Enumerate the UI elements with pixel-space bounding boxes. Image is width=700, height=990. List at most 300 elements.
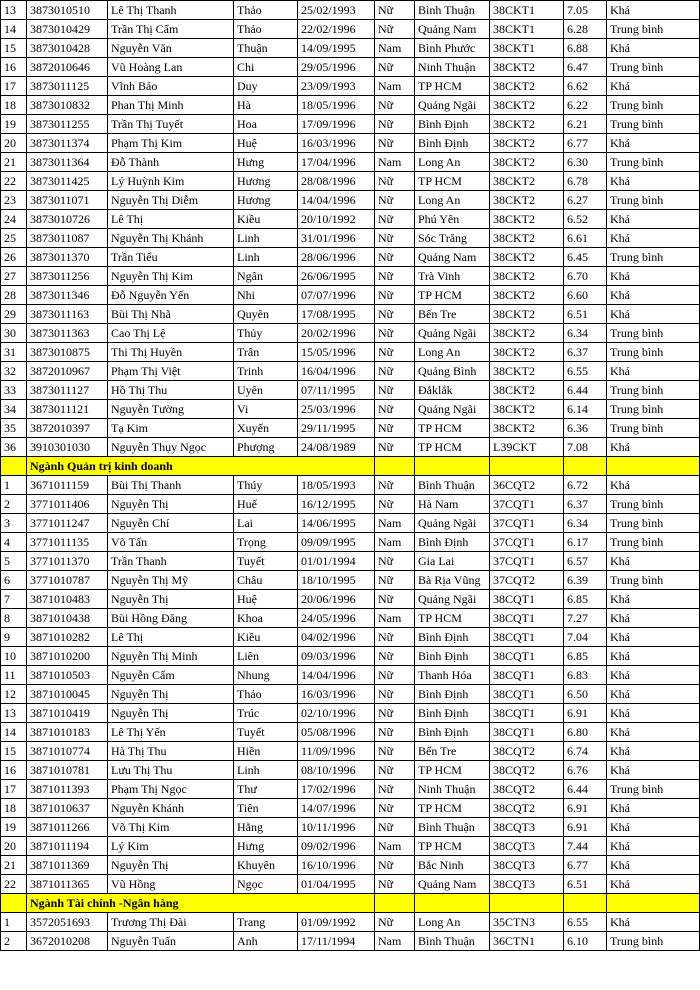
first-name-cell: Trinh (234, 362, 298, 381)
table-row (1, 381, 700, 400)
first-name-cell: Ngọc (234, 875, 298, 894)
table-row (1, 153, 700, 172)
row-number-cell: 33 (1, 381, 27, 400)
row-number-cell: 18 (1, 96, 27, 115)
gpa-cell: 6.44 (564, 381, 607, 400)
row-number-cell: 34 (1, 400, 27, 419)
row-number-cell: 22 (1, 172, 27, 191)
table-row (1, 20, 700, 39)
first-name-cell: Liên (234, 647, 298, 666)
student-id-cell: 3771011370 (27, 552, 108, 571)
table-row (1, 96, 700, 115)
table-row (1, 799, 700, 818)
first-name-cell: Trân (234, 343, 298, 362)
student-id-cell: 3873011255 (27, 115, 108, 134)
section-blank-cell (1, 894, 27, 913)
classification-cell: Khá (607, 210, 700, 229)
table-row (1, 780, 700, 799)
student-id-cell: 3873010428 (27, 39, 108, 58)
student-id-cell: 3873010510 (27, 1, 108, 20)
student-id-cell: 3873011163 (27, 305, 108, 324)
birthplace-cell: Bình Định (415, 723, 490, 742)
birth-date-cell: 16/03/1996 (298, 134, 375, 153)
birthplace-cell: TP HCM (415, 761, 490, 780)
class-code-cell: 38CQT1 (490, 704, 564, 723)
birth-date-cell: 16/04/1996 (298, 362, 375, 381)
birthplace-cell: Quảng Ngãi (415, 324, 490, 343)
birth-date-cell: 20/06/1996 (298, 590, 375, 609)
first-name-cell: Ngân (234, 267, 298, 286)
birth-date-cell: 01/09/1992 (298, 913, 375, 932)
student-id-cell: 3771011406 (27, 495, 108, 514)
table-row (1, 837, 700, 856)
table-row (1, 172, 700, 191)
birthplace-cell: Hà Nam (415, 495, 490, 514)
row-number-cell: 36 (1, 438, 27, 457)
section-blank-cell (607, 894, 700, 913)
classification-cell: Khá (607, 628, 700, 647)
classification-cell: Trung bình (607, 571, 700, 590)
birth-date-cell: 09/02/1996 (298, 837, 375, 856)
row-number-cell: 18 (1, 799, 27, 818)
class-code-cell: 38CQT3 (490, 856, 564, 875)
classification-cell: Khá (607, 609, 700, 628)
class-code-cell: 36CQT2 (490, 476, 564, 495)
class-code-cell: 38CQT1 (490, 723, 564, 742)
class-code-cell: 38CKT2 (490, 172, 564, 191)
last-middle-name-cell: Nguyễn Thị (108, 685, 234, 704)
table-row (1, 324, 700, 343)
last-middle-name-cell: Lê Thị Yến (108, 723, 234, 742)
first-name-cell: Duy (234, 77, 298, 96)
birth-date-cell: 09/09/1995 (298, 533, 375, 552)
row-number-cell: 9 (1, 628, 27, 647)
row-number-cell: 15 (1, 742, 27, 761)
gpa-cell: 6.34 (564, 514, 607, 533)
table-row (1, 552, 700, 571)
gender-cell: Nam (375, 514, 415, 533)
classification-cell: Khá (607, 837, 700, 856)
first-name-cell: Nhung (234, 666, 298, 685)
gpa-cell: 6.85 (564, 590, 607, 609)
class-code-cell: L39CKT (490, 438, 564, 457)
student-id-cell: 3873011363 (27, 324, 108, 343)
class-code-cell: 38CKT2 (490, 96, 564, 115)
last-middle-name-cell: Nguyễn Thụy Ngọc (108, 438, 234, 457)
first-name-cell: Phượng (234, 438, 298, 457)
birth-date-cell: 22/02/1996 (298, 20, 375, 39)
classification-cell: Khá (607, 476, 700, 495)
class-code-cell: 38CQT2 (490, 780, 564, 799)
last-middle-name-cell: Hồ Thị Thu (108, 381, 234, 400)
birthplace-cell: Long An (415, 191, 490, 210)
birth-date-cell: 24/05/1996 (298, 609, 375, 628)
birthplace-cell: Quảng Nam (415, 875, 490, 894)
row-number-cell: 1 (1, 913, 27, 932)
section-blank-cell (490, 457, 564, 476)
classification-cell: Trung bình (607, 324, 700, 343)
last-middle-name-cell: Hà Thị Thu (108, 742, 234, 761)
gpa-cell: 6.70 (564, 267, 607, 286)
first-name-cell: Châu (234, 571, 298, 590)
classification-cell: Khá (607, 723, 700, 742)
row-number-cell: 28 (1, 286, 27, 305)
class-code-cell: 38CKT2 (490, 381, 564, 400)
birth-date-cell: 29/05/1996 (298, 58, 375, 77)
birthplace-cell: Bình Thuận (415, 818, 490, 837)
row-number-cell: 30 (1, 324, 27, 343)
section-blank-cell (375, 457, 415, 476)
row-number-cell: 11 (1, 666, 27, 685)
row-number-cell: 15 (1, 39, 27, 58)
last-middle-name-cell: Bùi Thị Nhã (108, 305, 234, 324)
row-number-cell: 29 (1, 305, 27, 324)
gpa-cell: 6.37 (564, 343, 607, 362)
gender-cell: Nữ (375, 571, 415, 590)
section-blank-cell (375, 894, 415, 913)
gender-cell: Nữ (375, 191, 415, 210)
gender-cell: Nữ (375, 210, 415, 229)
class-code-cell: 38CKT2 (490, 229, 564, 248)
table-row (1, 267, 700, 286)
gender-cell: Nữ (375, 476, 415, 495)
first-name-cell: Chi (234, 58, 298, 77)
gender-cell: Nữ (375, 286, 415, 305)
row-number-cell: 17 (1, 77, 27, 96)
table-row (1, 191, 700, 210)
first-name-cell: Thư (234, 780, 298, 799)
birth-date-cell: 31/01/1996 (298, 229, 375, 248)
class-code-cell: 37CQT1 (490, 552, 564, 571)
table-row (1, 438, 700, 457)
first-name-cell: Huế (234, 495, 298, 514)
first-name-cell: Linh (234, 229, 298, 248)
row-number-cell: 31 (1, 343, 27, 362)
last-middle-name-cell: Nguyễn Thị Khánh (108, 229, 234, 248)
first-name-cell: Nhi (234, 286, 298, 305)
last-middle-name-cell: Nguyễn Thị Mỹ (108, 571, 234, 590)
birthplace-cell: Bến Tre (415, 742, 490, 761)
last-middle-name-cell: Vũ Hồng (108, 875, 234, 894)
last-middle-name-cell: Nguyễn Thị (108, 704, 234, 723)
last-middle-name-cell: Phạm Thị Ngọc (108, 780, 234, 799)
gender-cell: Nam (375, 77, 415, 96)
last-middle-name-cell: Trần Thị Tuyết (108, 115, 234, 134)
first-name-cell: Lai (234, 514, 298, 533)
table-row (1, 818, 700, 837)
table-row (1, 210, 700, 229)
gpa-cell: 6.28 (564, 20, 607, 39)
birth-date-cell: 26/06/1995 (298, 267, 375, 286)
classification-cell: Trung bình (607, 514, 700, 533)
class-code-cell: 38CQT1 (490, 628, 564, 647)
first-name-cell: Quyên (234, 305, 298, 324)
birthplace-cell: TP HCM (415, 609, 490, 628)
birthplace-cell: Ninh Thuận (415, 58, 490, 77)
birth-date-cell: 09/03/1996 (298, 647, 375, 666)
classification-cell: Trung bình (607, 533, 700, 552)
birth-date-cell: 18/05/1996 (298, 96, 375, 115)
class-code-cell: 38CQT1 (490, 590, 564, 609)
birthplace-cell: TP HCM (415, 77, 490, 96)
section-title: Ngành Tài chính -Ngân hàng (27, 894, 375, 913)
birth-date-cell: 23/09/1993 (298, 77, 375, 96)
birthplace-cell: Trà Vinh (415, 267, 490, 286)
birth-date-cell: 29/11/1995 (298, 419, 375, 438)
class-code-cell: 38CKT2 (490, 343, 564, 362)
gender-cell: Nữ (375, 229, 415, 248)
row-number-cell: 5 (1, 552, 27, 571)
gender-cell: Nữ (375, 685, 415, 704)
birthplace-cell: Đắklắk (415, 381, 490, 400)
section-blank-cell (415, 457, 490, 476)
student-id-cell: 3672010208 (27, 932, 108, 951)
first-name-cell: Hà (234, 96, 298, 115)
gender-cell: Nữ (375, 742, 415, 761)
row-number-cell: 1 (1, 476, 27, 495)
last-middle-name-cell: Bùi Thị Thanh (108, 476, 234, 495)
student-id-cell: 3871010774 (27, 742, 108, 761)
first-name-cell: Anh (234, 932, 298, 951)
classification-cell: Trung bình (607, 20, 700, 39)
gpa-cell: 6.80 (564, 723, 607, 742)
last-middle-name-cell: Nguyễn Thị Kim (108, 267, 234, 286)
table-row (1, 286, 700, 305)
row-number-cell: 17 (1, 780, 27, 799)
class-code-cell: 38CKT1 (490, 20, 564, 39)
gpa-cell: 6.22 (564, 96, 607, 115)
row-number-cell: 8 (1, 609, 27, 628)
row-number-cell: 2 (1, 495, 27, 514)
table-row (1, 134, 700, 153)
class-code-cell: 38CKT2 (490, 58, 564, 77)
section-blank-cell (607, 457, 700, 476)
row-number-cell: 16 (1, 58, 27, 77)
last-middle-name-cell: Phan Thị Minh (108, 96, 234, 115)
gpa-cell: 6.60 (564, 286, 607, 305)
gpa-cell: 6.50 (564, 685, 607, 704)
table-row (1, 305, 700, 324)
table-row (1, 476, 700, 495)
class-code-cell: 38CKT2 (490, 419, 564, 438)
last-middle-name-cell: Trần Tiểu (108, 248, 234, 267)
row-number-cell: 25 (1, 229, 27, 248)
gpa-cell: 6.51 (564, 875, 607, 894)
student-id-cell: 3771010787 (27, 571, 108, 590)
gpa-cell: 6.91 (564, 704, 607, 723)
classification-cell: Trung bình (607, 495, 700, 514)
birth-date-cell: 07/11/1995 (298, 381, 375, 400)
student-id-cell: 3872010967 (27, 362, 108, 381)
classification-cell: Khá (607, 856, 700, 875)
class-code-cell: 38CKT2 (490, 115, 564, 134)
classification-cell: Khá (607, 590, 700, 609)
birth-date-cell: 20/10/1992 (298, 210, 375, 229)
gpa-cell: 6.39 (564, 571, 607, 590)
student-id-cell: 3871010438 (27, 609, 108, 628)
classification-cell: Khá (607, 286, 700, 305)
first-name-cell: Trang (234, 913, 298, 932)
row-number-cell: 13 (1, 1, 27, 20)
first-name-cell: Kiều (234, 210, 298, 229)
classification-cell: Khá (607, 647, 700, 666)
student-id-cell: 3871010503 (27, 666, 108, 685)
student-id-cell: 3873010875 (27, 343, 108, 362)
gender-cell: Nam (375, 609, 415, 628)
student-id-cell: 3771011247 (27, 514, 108, 533)
student-id-cell: 3873010726 (27, 210, 108, 229)
student-id-cell: 3871011194 (27, 837, 108, 856)
birthplace-cell: Bình Thuận (415, 932, 490, 951)
table-row (1, 77, 700, 96)
table-row (1, 115, 700, 134)
last-middle-name-cell: Lưu Thị Thu (108, 761, 234, 780)
row-number-cell: 19 (1, 818, 27, 837)
birth-date-cell: 04/02/1996 (298, 628, 375, 647)
first-name-cell: Kiều (234, 628, 298, 647)
gender-cell: Nam (375, 533, 415, 552)
classification-cell: Trung bình (607, 191, 700, 210)
birthplace-cell: Bình Định (415, 628, 490, 647)
first-name-cell: Huệ (234, 590, 298, 609)
table-row (1, 229, 700, 248)
gpa-cell: 6.61 (564, 229, 607, 248)
row-number-cell: 24 (1, 210, 27, 229)
student-id-cell: 3871011266 (27, 818, 108, 837)
class-code-cell: 38CQT3 (490, 818, 564, 837)
last-middle-name-cell: Lê Thị Thanh (108, 1, 234, 20)
gender-cell: Nữ (375, 818, 415, 837)
birthplace-cell: Quảng Nam (415, 248, 490, 267)
birth-date-cell: 01/01/1994 (298, 552, 375, 571)
row-number-cell: 12 (1, 685, 27, 704)
row-number-cell: 27 (1, 267, 27, 286)
row-number-cell: 23 (1, 191, 27, 210)
table-row (1, 1, 700, 20)
gender-cell: Nữ (375, 666, 415, 685)
table-body (1, 1, 700, 951)
table-row (1, 913, 700, 932)
student-id-cell: 3872010646 (27, 58, 108, 77)
student-id-cell: 3873011071 (27, 191, 108, 210)
birth-date-cell: 02/10/1996 (298, 704, 375, 723)
last-middle-name-cell: Nguyễn Thị (108, 856, 234, 875)
first-name-cell: Thúy (234, 476, 298, 495)
gpa-cell: 6.72 (564, 476, 607, 495)
classification-cell: Khá (607, 552, 700, 571)
student-id-cell: 3572051693 (27, 913, 108, 932)
student-id-cell: 3873011127 (27, 381, 108, 400)
student-id-cell: 3873011125 (27, 77, 108, 96)
first-name-cell: Tiên (234, 799, 298, 818)
student-id-cell: 3871010637 (27, 799, 108, 818)
last-middle-name-cell: Trần Thị Cẩm (108, 20, 234, 39)
birthplace-cell: Sóc Trăng (415, 229, 490, 248)
student-id-cell: 3910301030 (27, 438, 108, 457)
gpa-cell: 7.04 (564, 628, 607, 647)
birth-date-cell: 01/04/1995 (298, 875, 375, 894)
last-middle-name-cell: Nguyễn Tuấn (108, 932, 234, 951)
gpa-cell: 6.57 (564, 552, 607, 571)
gpa-cell: 6.74 (564, 742, 607, 761)
table-row (1, 419, 700, 438)
birthplace-cell: Bình Định (415, 704, 490, 723)
birth-date-cell: 16/10/1996 (298, 856, 375, 875)
birth-date-cell: 20/02/1996 (298, 324, 375, 343)
student-id-cell: 3871011393 (27, 780, 108, 799)
row-number-cell: 32 (1, 362, 27, 381)
classification-cell: Trung bình (607, 381, 700, 400)
class-code-cell: 38CKT2 (490, 191, 564, 210)
birthplace-cell: TP HCM (415, 419, 490, 438)
last-middle-name-cell: Bùi Hồng Đăng (108, 609, 234, 628)
gender-cell: Nữ (375, 856, 415, 875)
section-blank-cell (1, 457, 27, 476)
classification-cell: Trung bình (607, 780, 700, 799)
birthplace-cell: Quảng Bình (415, 362, 490, 381)
classification-cell: Khá (607, 742, 700, 761)
gender-cell: Nữ (375, 1, 415, 20)
birthplace-cell: Thanh Hóa (415, 666, 490, 685)
gender-cell: Nữ (375, 780, 415, 799)
gpa-cell: 6.55 (564, 913, 607, 932)
gender-cell: Nữ (375, 419, 415, 438)
last-middle-name-cell: Tạ Kim (108, 419, 234, 438)
birthplace-cell: Quảng Nam (415, 20, 490, 39)
birthplace-cell: Quảng Ngãi (415, 590, 490, 609)
first-name-cell: Hưng (234, 837, 298, 856)
student-id-cell: 3771011135 (27, 533, 108, 552)
class-code-cell: 38CQT3 (490, 875, 564, 894)
class-code-cell: 38CKT2 (490, 362, 564, 381)
first-name-cell: Xuyến (234, 419, 298, 438)
birth-date-cell: 08/10/1996 (298, 761, 375, 780)
last-middle-name-cell: Nguyễn Cẩm (108, 666, 234, 685)
birthplace-cell: TP HCM (415, 286, 490, 305)
birth-date-cell: 25/03/1996 (298, 400, 375, 419)
last-middle-name-cell: Vũ Hoàng Lan (108, 58, 234, 77)
birthplace-cell: Quảng Ngãi (415, 96, 490, 115)
gender-cell: Nữ (375, 58, 415, 77)
student-id-cell: 3871011369 (27, 856, 108, 875)
gpa-cell: 6.55 (564, 362, 607, 381)
student-id-cell: 3871010183 (27, 723, 108, 742)
gender-cell: Nữ (375, 647, 415, 666)
last-middle-name-cell: Vĩnh Bảo (108, 77, 234, 96)
section-header-row (1, 894, 700, 913)
class-code-cell: 38CKT1 (490, 39, 564, 58)
birth-date-cell: 07/07/1996 (298, 286, 375, 305)
gpa-cell: 6.85 (564, 647, 607, 666)
gpa-cell: 6.44 (564, 780, 607, 799)
first-name-cell: Thảo (234, 1, 298, 20)
classification-cell: Khá (607, 172, 700, 191)
table-row (1, 58, 700, 77)
gender-cell: Nữ (375, 438, 415, 457)
section-blank-cell (415, 894, 490, 913)
row-number-cell: 7 (1, 590, 27, 609)
class-code-cell: 38CKT2 (490, 134, 564, 153)
table-row (1, 685, 700, 704)
gender-cell: Nữ (375, 134, 415, 153)
birthplace-cell: Bắc Ninh (415, 856, 490, 875)
gender-cell: Nam (375, 837, 415, 856)
row-number-cell: 21 (1, 856, 27, 875)
student-id-cell: 3671011159 (27, 476, 108, 495)
birth-date-cell: 15/05/1996 (298, 343, 375, 362)
section-blank-cell (564, 894, 607, 913)
class-code-cell: 38CKT2 (490, 305, 564, 324)
